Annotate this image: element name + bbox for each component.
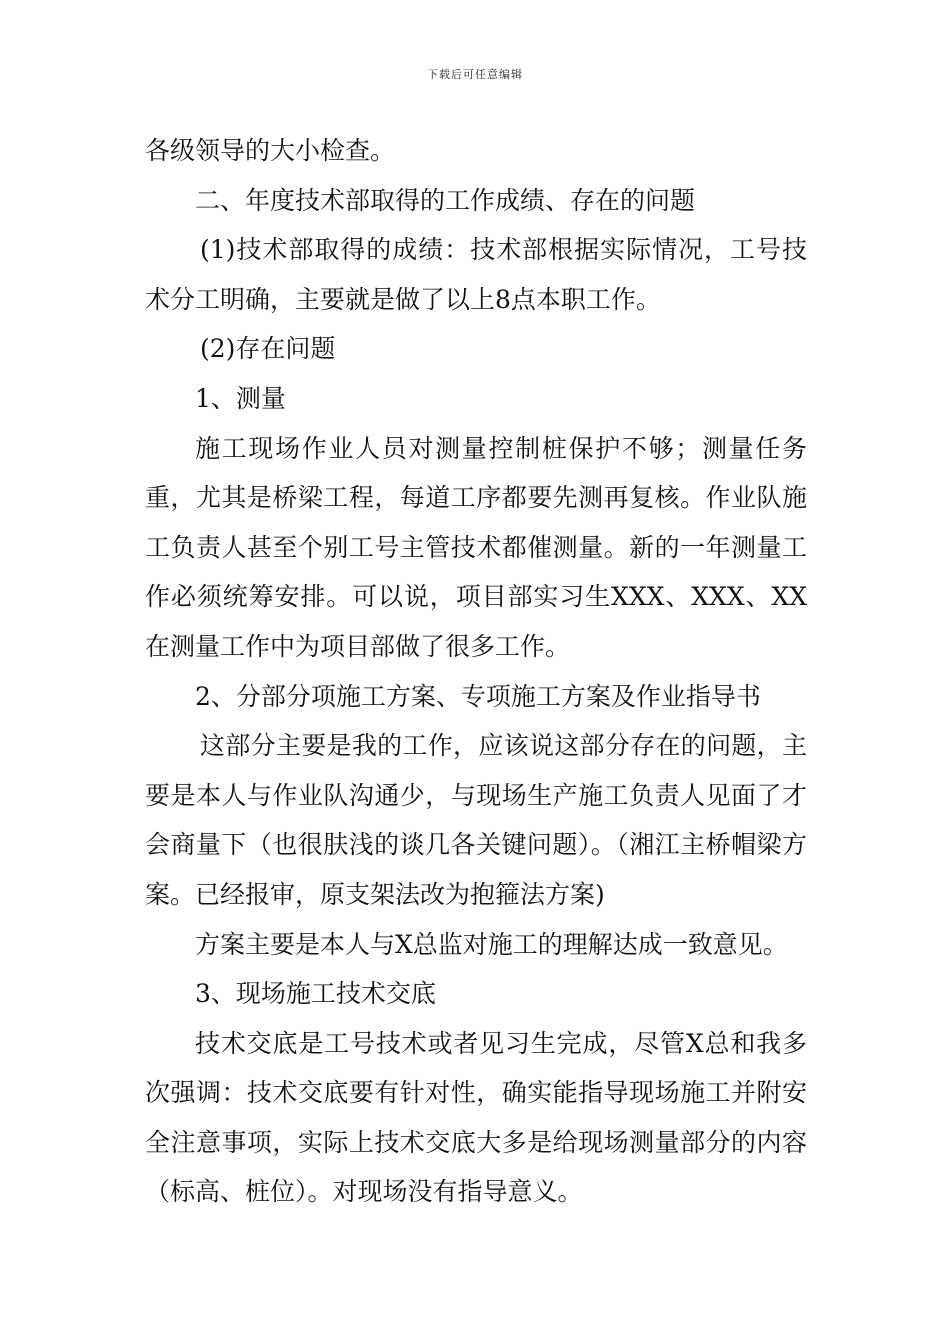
subheading-measurement: 1、测量 <box>195 383 286 413</box>
paragraph-achievements: (1)技术部取得的成绩：技术部根据实际情况，工号技术分工明确，主要就是做了以上8点本职工作。 <box>145 235 807 314</box>
subheading-construction-plans: 2、分部分项施工方案、专项施工方案及作业指导书 <box>195 681 761 711</box>
subheading-technical-briefing: 3、现场施工技术交底 <box>195 979 436 1009</box>
document-body <box>145 126 807 1217</box>
paragraph-1: 各级领导的大小检查。 <box>145 136 396 165</box>
paragraph-construction-plans: 这部分主要是我的工作，应该说这部分存在的问题，主要是本人与作业队沟通少，与现场生产施工负责人见面了才会商量下（也很肤浅的谈几各关键问题）。（湘江主桥帽梁方案。已经报审，原支架法改为抱箍法方案) <box>145 731 807 909</box>
paragraph-measurement: 施工现场作业人员对测量控制桩保护不够；测量任务重，尤其是桥梁工程，每道工序都要先测再复核。作业队施工负责人甚至个别工号主管技术都催测量。新的一年测量工作必须统筹安排。可以说，项目部实习生XXX、XXX、XX在测量工作中为项目部做了很多工作。 <box>145 433 807 661</box>
page-header: 下载后可任意编辑 <box>427 68 523 81</box>
section-heading-2: 二、年度技术部取得的工作成绩、存在的问题 <box>195 185 696 215</box>
paragraph-technical-briefing: 技术交底是工号技术或者见习生完成，尽管X总和我多次强调：技术交底要有针对性，确实能指导现场施工并附安全注意事项，实际上技术交底大多是给现场测量部分的内容（标高、桩位）。对现场没有指导意义。 <box>145 1028 807 1207</box>
paragraph-plan-agreement: 方案主要是本人与X总监对施工的理解达成一致意见。 <box>195 929 788 959</box>
subheading-problems: (2)存在问题 <box>200 334 336 364</box>
